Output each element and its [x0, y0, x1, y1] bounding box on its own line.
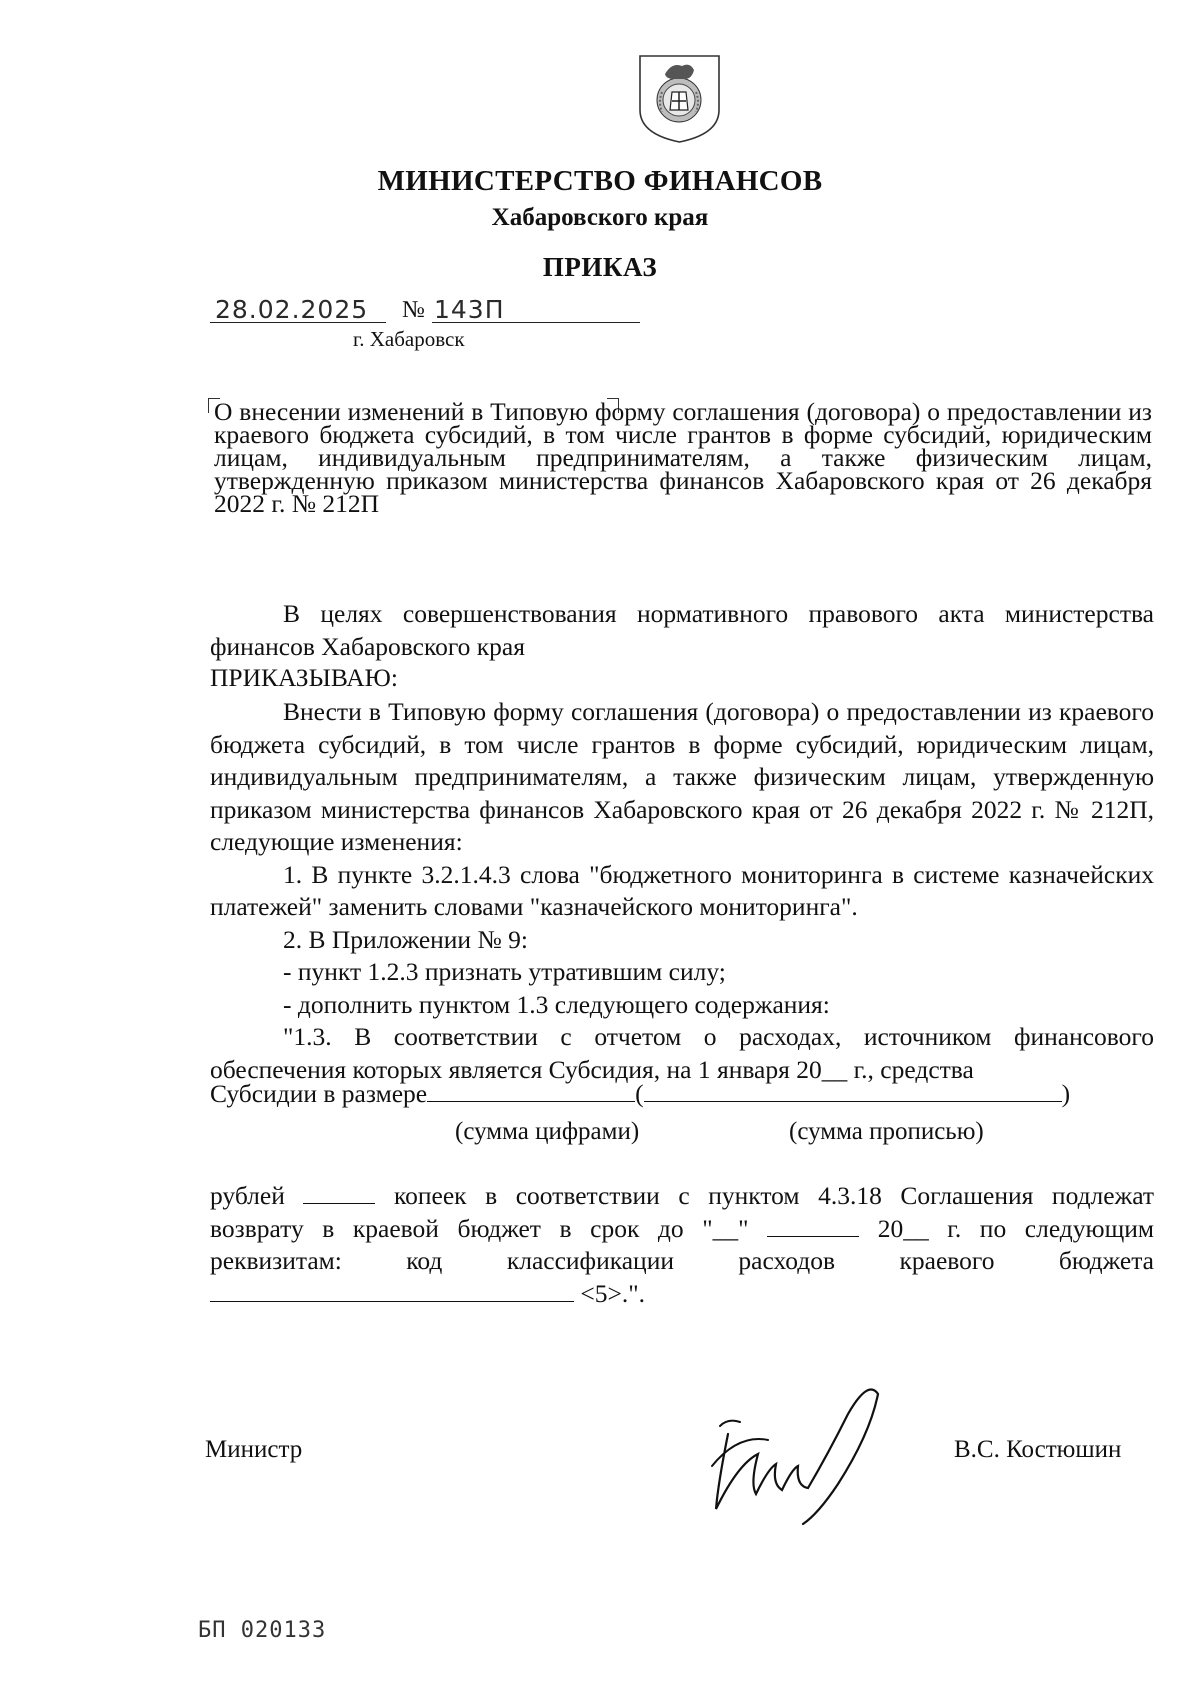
- order-body: [210, 696, 1154, 1086]
- order-date: 28.02.2025: [215, 295, 369, 324]
- subsidy-amount-row: [210, 1079, 1070, 1109]
- quoted-point-1-3: "1.3. В соответствии с отчетом о расходах, источником финансового обеспечения которых является Субсидия, на 1 января 20__ г., средства: [210, 1022, 1154, 1084]
- tail-line-3: реквизитам: код классификации расходов краевого бюджета: [210, 1246, 1154, 1275]
- item-2: 2. В Приложении № 9:: [283, 924, 528, 954]
- city-name: г. Хабаровск: [353, 327, 465, 351]
- date-underline: [210, 322, 386, 323]
- tail-line-2: возврату в краевой бюджет в срок до "__" 20__ г. по следующим: [210, 1213, 1155, 1243]
- month-blank: [767, 1235, 859, 1237]
- item-2-bullet-a: - пункт 1.2.3 признать утратившим силу;: [283, 957, 726, 986]
- region-name: Хабаровского края: [491, 204, 709, 231]
- document-code: БП 020133: [198, 1618, 327, 1643]
- caption-amount-words: (сумма прописью): [789, 1118, 984, 1145]
- order-subject: О внесении изменений в Типовую форму соглашения (договора) о предоставлении из краевого бюджета субсидий, в том числе грантов в форме субсидий, юридическим лицам, индивидуальным предпринимателям, а также физическим лицам, утвержденную приказом министерства финансов Хабаровского края от 26 декабря 2022 г. № 212П: [214, 397, 1152, 518]
- preamble-paragraph: В целях совершенствования нормативного правового акта министерства финансов Хабаровского края: [210, 599, 1154, 661]
- coat-of-arms-emblem: [632, 52, 727, 144]
- handwritten-signature: [698, 1374, 908, 1544]
- order-number: 143П: [434, 295, 505, 324]
- item-2-bullet-b: - дополнить пунктом 1.3 следующего содержания:: [283, 989, 830, 1019]
- kopecks-blank: [303, 1202, 375, 1204]
- close-paren: ): [1061, 1079, 1071, 1108]
- ministry-name: МИНИСТЕРСТВО ФИНАНСОВ: [377, 165, 823, 197]
- budget-code-blank: [210, 1300, 574, 1302]
- main-paragraph: Внести в Типовую форму соглашения (договора) о предоставлении из краевого бюджета субсидий, в том числе грантов в форме субсидий, юридическим лицам, индивидуальным предпринимателям, а также физическим лицам, утвержденную приказом министерства финансов Хабаровского края от 26 декабря 2022 г. № 212П, следующие изменения:: [210, 697, 1154, 856]
- item-1: 1. В пункте 3.2.1.4.3 слова "бюджетного мониторинга в системе казначейских платежей" заменить словами "казначейского мониторинга".: [210, 859, 1154, 921]
- minister-title: Министр: [205, 1436, 303, 1463]
- open-paren: (: [635, 1079, 644, 1108]
- tail-line-4: <5>.".: [210, 1278, 1154, 1311]
- order-word: ПРИКАЗЫВАЮ:: [210, 663, 398, 692]
- number-sign: №: [402, 297, 425, 323]
- tail-line-1: рублей копеек в соответствии с пунктом 4.3.18 Соглашения подлежат: [210, 1181, 1155, 1210]
- amount-digits-blank: [427, 1100, 635, 1102]
- number-underline: [432, 322, 640, 323]
- amount-words-blank: [644, 1100, 1062, 1102]
- subsidy-label: Субсидии в размере: [210, 1079, 428, 1108]
- return-terms-paragraph: [210, 1180, 1154, 1310]
- minister-name: В.С. Костюшин: [954, 1436, 1122, 1463]
- document-type-title: ПРИКАЗ: [542, 252, 658, 282]
- caption-amount-digits: (сумма цифрами): [455, 1118, 640, 1145]
